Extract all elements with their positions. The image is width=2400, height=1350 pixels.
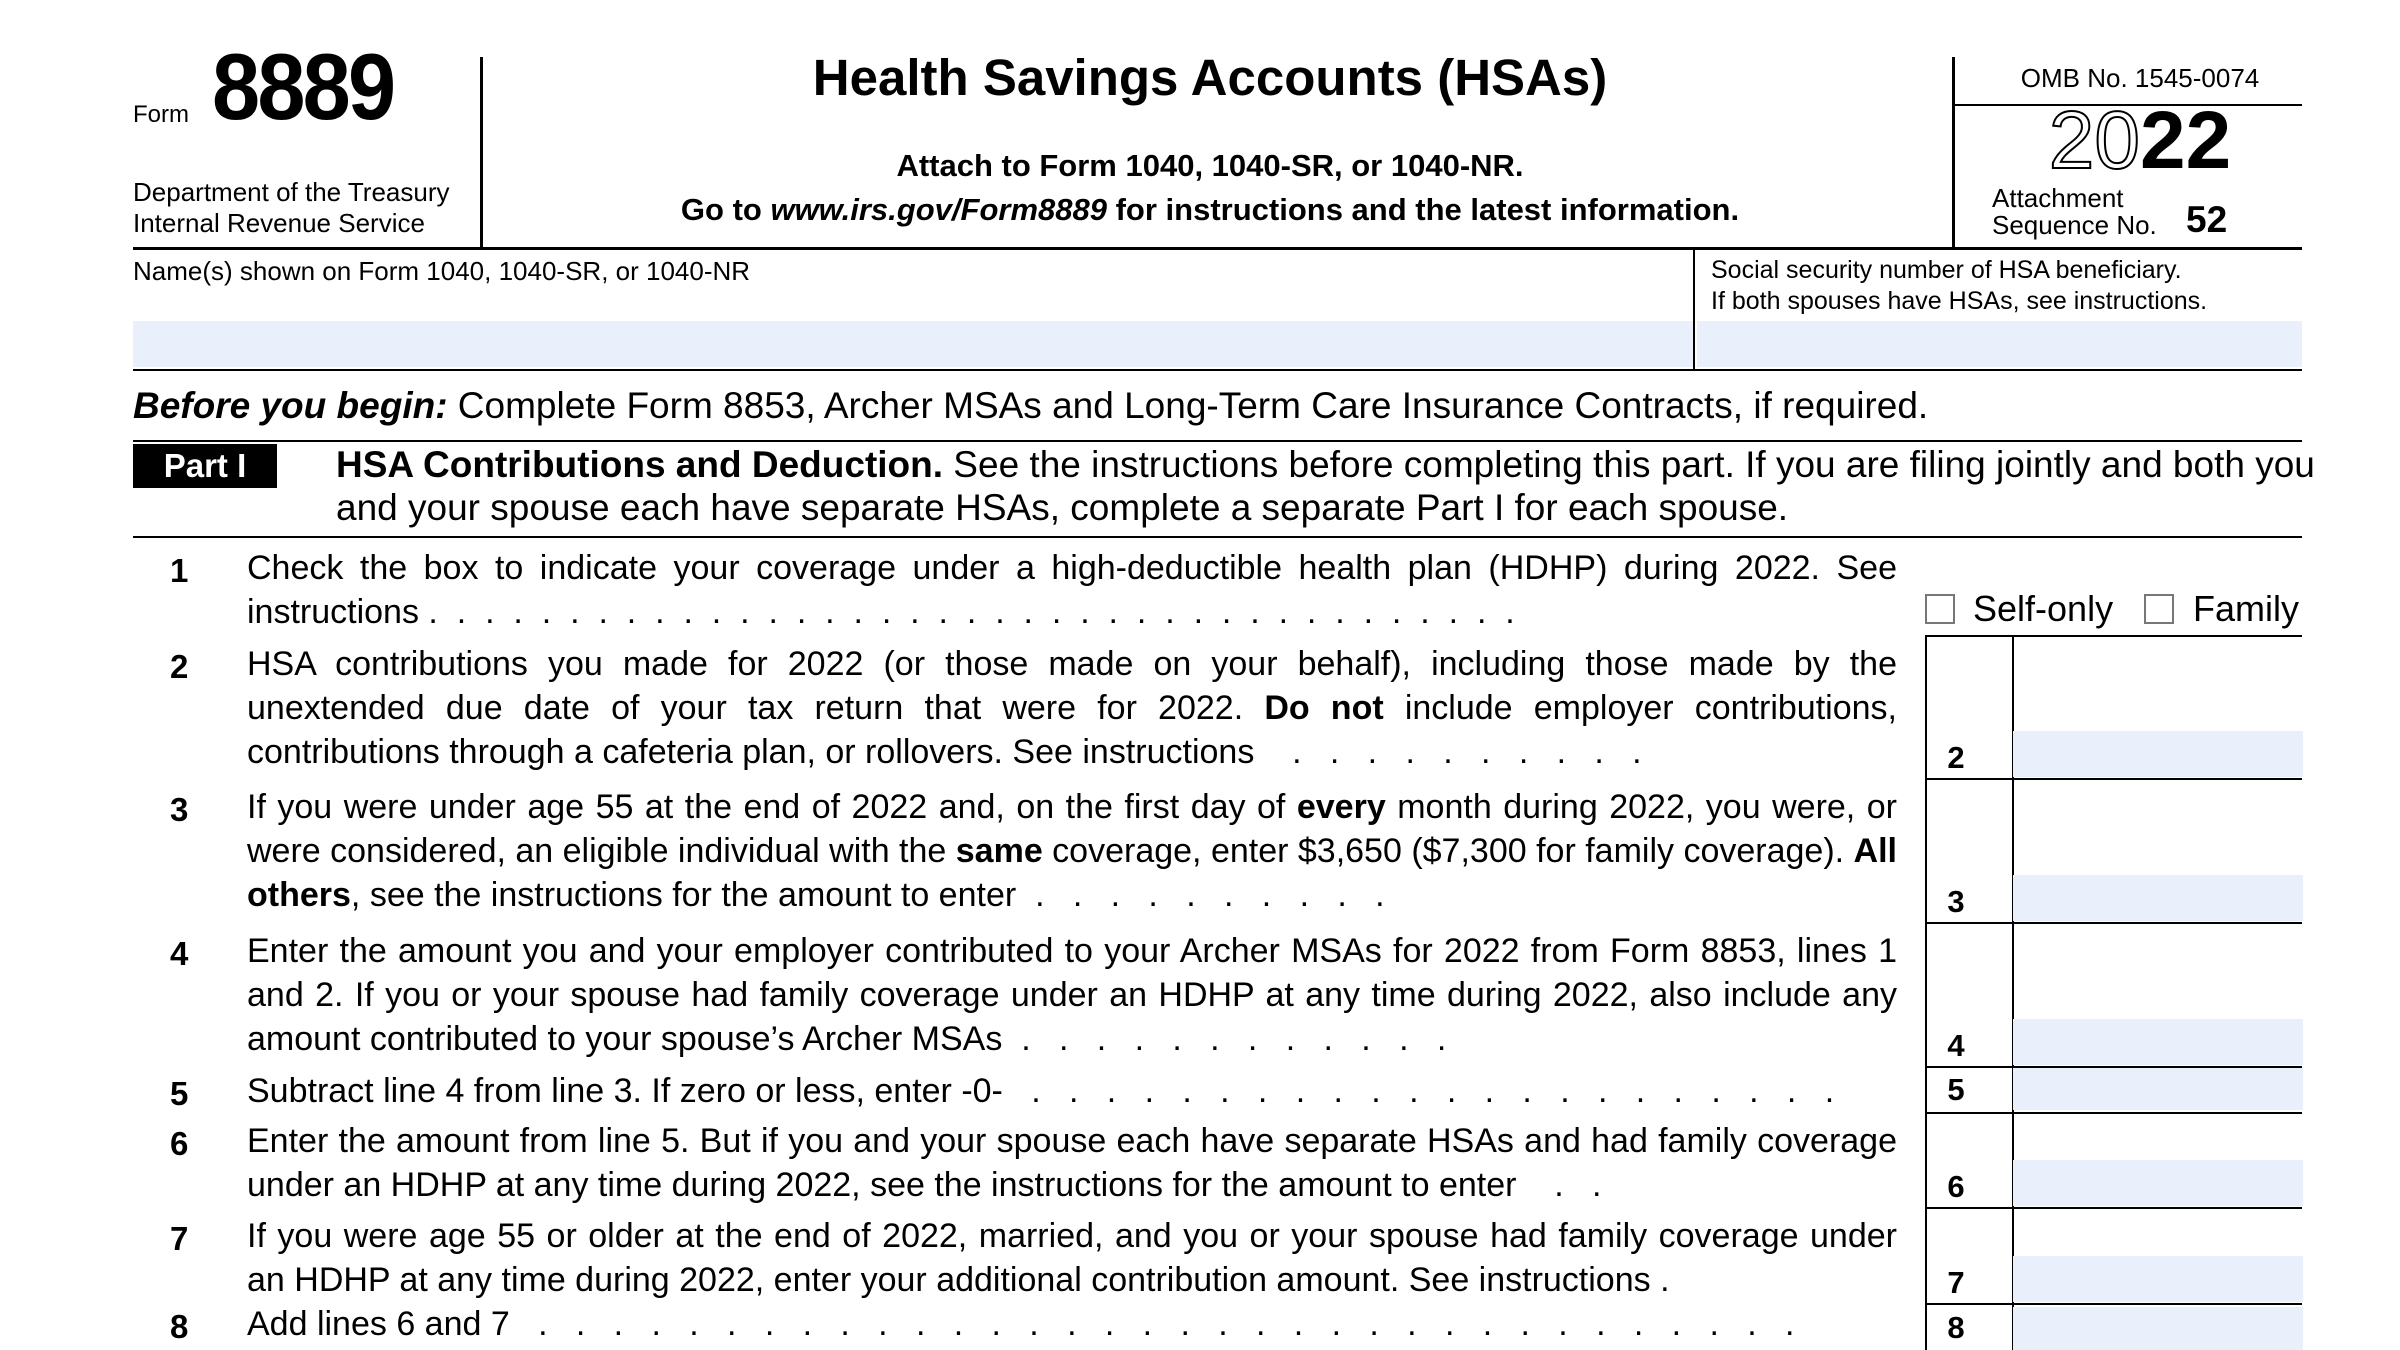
ssn-field[interactable] <box>1697 321 2302 367</box>
ssn-label-line1: Social security number of HSA beneficiary. <box>1711 256 2182 284</box>
sequence-label: Sequence No. <box>1992 210 2157 240</box>
line2-box-number: 2 <box>1947 740 1965 775</box>
self-only-checkbox[interactable] <box>1925 594 1955 624</box>
line5-amount-field[interactable] <box>2013 1068 2303 1110</box>
form-title: Health Savings Accounts (HSAs) <box>812 49 1608 106</box>
line6-number: 6 <box>170 1125 189 1162</box>
name-label: Name(s) shown on Form 1040, 1040-SR, or 1040-NR <box>133 256 751 286</box>
department-line1: Department of the Treasury <box>133 177 450 207</box>
line7-rule <box>1926 1303 2302 1305</box>
header-bottom-rule <box>133 247 2302 250</box>
department-line2: Internal Revenue Service <box>133 208 425 238</box>
line8-box-number: 8 <box>1947 1310 1965 1345</box>
name-field[interactable] <box>133 321 1693 367</box>
line1-number: 1 <box>170 552 189 589</box>
line2-text: HSA contributions you made for 2022 (or those made on your behalf), including those made by the unextended due date of your tax return that were for 2022. Do not include employer contributions, contributions through a cafeteria plan, or rollovers. See instructions . . . . . . . . . . <box>247 645 1897 771</box>
family-label: Family <box>2193 588 2299 629</box>
ssn-label-line2: If both spouses have HSAs, see instructions. <box>1711 287 2208 315</box>
line7-text: If you were age 55 or older at the end of 2022, married, and you or your spouse had family coverage under an HDHP at any time during 2022, enter your additional contribution amount. See instructions . <box>247 1217 1897 1299</box>
line7-amount-field[interactable] <box>2013 1256 2303 1302</box>
line8-text: Add lines 6 and 7 . . . . . . . . . . . . . . . . . . . . . . . . . . . . . . . . . . <box>247 1305 1795 1343</box>
line7-number: 7 <box>170 1220 189 1257</box>
goto-instruction: Go to www.irs.gov/Form8889 for instructions and the latest information. <box>680 192 1740 227</box>
family-checkbox[interactable] <box>2144 594 2174 624</box>
amount-column-top-rule <box>1926 635 2302 637</box>
name-ssn-divider <box>1693 250 1695 370</box>
part1-bottom-rule <box>133 536 2302 538</box>
line4-amount-field[interactable] <box>2013 1019 2303 1065</box>
attachment-label: Attachment <box>1992 183 2124 213</box>
part1-heading: HSA Contributions and Deduction. See the instructions before completing this part. If you are filing jointly and both you and your spouse each have separate HSAs, complete a separate Part I for each spouse. <box>336 444 2315 528</box>
line4-number: 4 <box>170 935 189 972</box>
omb-number: OMB No. 1545-0074 <box>2020 63 2260 93</box>
line8-amount-field[interactable] <box>2013 1307 2303 1350</box>
line3-number: 3 <box>170 791 189 828</box>
line4-box-number: 4 <box>1947 1028 1965 1063</box>
attach-instruction: Attach to Form 1040, 1040-SR, or 1040-NR. <box>896 148 1524 183</box>
part1-top-rule <box>133 440 2302 442</box>
line3-box-number: 3 <box>1947 884 1965 919</box>
line2-rule <box>1926 778 2302 780</box>
line5-text: Subtract line 4 from line 3. If zero or less, enter -0- . . . . . . . . . . . . . . . . . . . . . . <box>247 1072 1835 1110</box>
line2-amount-field[interactable] <box>2013 731 2303 777</box>
line4-text: Enter the amount you and your employer contributed to your Archer MSAs for 2022 from Form 8853, lines 1 and 2. If you or your spouse had family coverage under an HDHP at any time during 2022, also include any amount contributed to your spouse’s Archer MSAs . . . . . . . . . . . . <box>247 932 1897 1058</box>
line5-rule <box>1926 1112 2302 1114</box>
line2-number: 2 <box>170 648 189 685</box>
name-row-bottom-rule <box>133 369 2302 371</box>
irs-url-link[interactable]: www.irs.gov/Form8889 <box>770 192 1107 227</box>
part1-badge: Part I <box>133 444 277 488</box>
form-label: Form <box>133 101 189 128</box>
sequence-number: 52 <box>2186 199 2228 240</box>
line3-amount-field[interactable] <box>2013 875 2303 921</box>
line6-box-number: 6 <box>1947 1169 1965 1204</box>
line3-text: If you were under age 55 at the end of 2022 and, on the first day of every month during 2022, you were, or were considered, an eligible individual with the same coverage, enter $3,650 ($7,300 for family coverage). All others, see the instructions for the amount to enter . . . . . . . . . . <box>247 788 1897 914</box>
line7-box-number: 7 <box>1947 1265 1965 1300</box>
line6-rule <box>1926 1207 2302 1209</box>
form-number: 8889 <box>212 34 394 139</box>
self-only-label: Self-only <box>1973 588 2114 629</box>
line5-box-number: 5 <box>1947 1072 1965 1107</box>
line8-number: 8 <box>170 1308 189 1345</box>
line5-number: 5 <box>170 1075 189 1112</box>
line6-text: Enter the amount from line 5. But if you and your spouse each have separate HSAs and had family coverage under an HDHP at any time during 2022, see the instructions for the amount to enter . . <box>247 1122 1897 1204</box>
line3-rule <box>1926 922 2302 924</box>
line1-text: Check the box to indicate your coverage under a high-deductible health plan (HDHP) during 2022. See instructions . . . . . . . . . . . . . . . . . . . . . . . . . . . . . . . . . . . . . . . <box>247 549 1897 631</box>
line6-amount-field[interactable] <box>2013 1160 2303 1206</box>
tax-year: 2022 <box>2048 95 2232 186</box>
before-you-begin: Before you begin: Complete Form 8853, Archer MSAs and Long-Term Care Insurance Contracts, if required. <box>133 385 1929 426</box>
